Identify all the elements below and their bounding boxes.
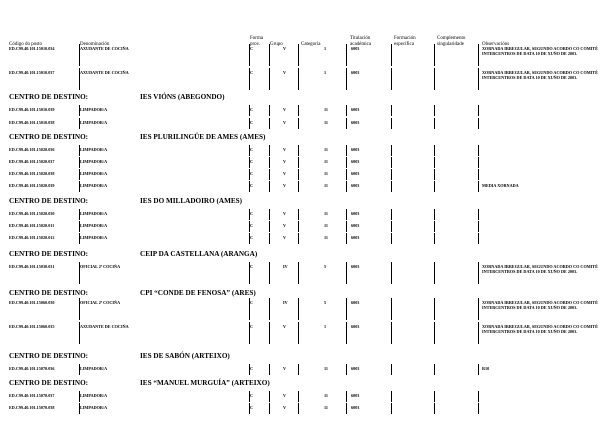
row-code: ED.C99.40.101.15070.038 [9, 405, 55, 410]
column-separator [434, 403, 435, 414]
column-separator [298, 157, 299, 168]
column-separator [478, 169, 479, 180]
column-separator [298, 145, 299, 156]
header-observacions: Observacións [482, 42, 510, 47]
row-categoria: 5 [324, 264, 327, 269]
column-separator [249, 44, 250, 66]
row-forma: C [250, 300, 254, 305]
centro-name: CPI “CONDE DE FENOSA” (ARES) [140, 289, 256, 297]
row-grupo: V [283, 46, 287, 51]
column-separator [391, 209, 392, 220]
column-separator [269, 262, 270, 284]
column-separator [79, 403, 80, 414]
row-grupo: V [283, 159, 287, 164]
row-grupo: V [283, 223, 287, 228]
column-separator [346, 169, 347, 180]
row-grupo: V [283, 211, 287, 216]
row-code: ED.C99.40.101.15020.012 [9, 235, 55, 240]
row-titulacion: 6003 [351, 183, 360, 188]
column-separator [478, 209, 479, 220]
column-separator [478, 403, 479, 414]
row-titulacion: 6003 [351, 46, 360, 51]
centro-name: IES VIÓNS (ABEGONDO) [140, 93, 225, 101]
column-separator [79, 233, 80, 244]
column-separator [391, 391, 392, 402]
row-code: ED.C99.40.101.15020.030 [9, 211, 55, 216]
column-separator [249, 169, 250, 180]
row-forma: C [250, 120, 254, 125]
column-separator [478, 105, 479, 116]
column-separator [269, 68, 270, 90]
column-separator [249, 364, 250, 375]
column-separator [434, 322, 435, 344]
column-separator [79, 68, 80, 90]
row-forma: C [250, 159, 254, 164]
column-separator [298, 298, 299, 320]
column-separator [346, 298, 347, 320]
row-titulacion: 6003 [351, 159, 360, 164]
column-separator [478, 68, 479, 90]
header-grupo: Grupo [270, 42, 283, 47]
row-denominacion: LIMPADOR/A [80, 147, 108, 152]
column-separator [298, 233, 299, 244]
row-code: ED.C99.40.101.15060.035 [9, 324, 55, 329]
column-separator [79, 262, 80, 284]
row-forma: C [250, 223, 254, 228]
column-separator [346, 105, 347, 116]
column-separator [269, 221, 270, 232]
column-separator [298, 403, 299, 414]
column-separator [249, 403, 250, 414]
row-titulacion: 6003 [351, 264, 360, 269]
column-separator [478, 181, 479, 192]
column-separator [391, 118, 392, 129]
row-grupo: V [283, 405, 287, 410]
column-separator [434, 298, 435, 320]
row-observacions: XORNADA IRREGULAR, SEGUNDO ACORDO CO COMITÉ INTERCENTROS DE DATA 10 DE XUÑO DE 2003. [482, 46, 598, 56]
centro-name: IES DO MILLADOIRO (AMES) [140, 197, 243, 205]
row-observacions: MEDIA XORNADA [482, 183, 519, 188]
column-separator [391, 105, 392, 116]
centro-name: IES DE SABÓN (ARTEIXO) [140, 352, 230, 360]
column-separator [298, 322, 299, 344]
row-grupo: V [283, 393, 287, 398]
column-separator [79, 44, 80, 66]
column-separator [79, 209, 80, 220]
column-separator [391, 157, 392, 168]
centro-label: CENTRO DE DESTINO: [9, 93, 89, 101]
column-separator [478, 262, 479, 284]
column-separator [249, 298, 250, 320]
row-denominacion: AXUDANTE DE COCIÑA [80, 46, 129, 51]
row-titulacion: 6003 [351, 120, 360, 125]
row-code: ED.C99.40.101.15070.037 [9, 393, 55, 398]
column-separator [249, 391, 250, 402]
row-categoria: 5 [324, 300, 327, 305]
row-denominacion: LIMPADOR/A [80, 107, 108, 112]
row-code: ED.C99.40.101.15010.038 [9, 120, 55, 125]
row-forma: C [250, 147, 254, 152]
row-denominacion: OFICIAL 2ª COCIÑA [80, 300, 121, 305]
column-separator [269, 209, 270, 220]
row-denominacion: LIMPADOR/A [80, 366, 108, 371]
row-code: ED.C99.40.101.15020.038 [9, 171, 55, 176]
row-observacions: XORNADA IRREGULAR, SEGUNDO ACORDO CO COMITÉ INTERCENTROS DE DATA 10 DE XUÑO DE 2003. [482, 70, 598, 80]
row-code: ED.C99.40.101.15020.036 [9, 147, 55, 152]
row-titulacion: 6003 [351, 393, 360, 398]
row-forma: C [250, 264, 254, 269]
row-denominacion: LIMPADOR/A [80, 183, 108, 188]
row-titulacion: 6003 [351, 211, 360, 216]
column-separator [249, 209, 250, 220]
centro-name: IES “MANUEL MURGUÍA” (ARTEIXO) [140, 379, 270, 387]
row-categoria: 11 [324, 366, 328, 371]
column-separator [391, 145, 392, 156]
centro-label: CENTRO DE DESTINO: [9, 197, 89, 205]
header-complemento: Complemento singularidade [437, 36, 466, 47]
column-separator [298, 68, 299, 90]
column-separator [478, 233, 479, 244]
column-separator [269, 364, 270, 375]
column-separator [391, 403, 392, 414]
column-separator [478, 364, 479, 375]
row-categoria: 1 [324, 70, 327, 75]
column-separator [346, 181, 347, 192]
centro-name: CEIP DA CASTELLANA (ARANGA) [140, 250, 258, 258]
row-grupo: IV [283, 264, 288, 269]
column-separator [249, 181, 250, 192]
header-forma: Forma prov. [250, 36, 264, 47]
row-forma: C [250, 171, 254, 176]
column-separator [79, 169, 80, 180]
column-separator [269, 145, 270, 156]
row-code: ED.C99.40.101.15010.037 [9, 70, 55, 75]
column-separator [478, 391, 479, 402]
column-separator [346, 262, 347, 284]
column-separator [79, 391, 80, 402]
row-titulacion: 6003 [351, 300, 360, 305]
row-grupo: V [283, 120, 287, 125]
row-denominacion: LIMPADOR/A [80, 120, 108, 125]
row-code: ED.C99.40.101.15020.037 [9, 159, 55, 164]
column-separator [298, 364, 299, 375]
column-separator [269, 105, 270, 116]
column-separator [391, 262, 392, 284]
column-separator [79, 105, 80, 116]
column-separator [434, 157, 435, 168]
column-separator [298, 262, 299, 284]
column-separator [434, 44, 435, 66]
column-separator [346, 68, 347, 90]
row-denominacion: LIMPADOR/A [80, 405, 108, 410]
column-separator [249, 105, 250, 116]
column-separator [478, 118, 479, 129]
centro-label: CENTRO DE DESTINO: [9, 289, 89, 297]
row-categoria: 11 [324, 223, 328, 228]
row-categoria: 11 [324, 159, 328, 164]
row-denominacion: OFICIAL 2ª COCIÑA [80, 264, 121, 269]
column-separator [79, 298, 80, 320]
column-separator [346, 44, 347, 66]
column-separator [249, 157, 250, 168]
column-separator [79, 181, 80, 192]
row-grupo: V [283, 324, 287, 329]
row-forma: C [250, 393, 254, 398]
column-separator [346, 233, 347, 244]
column-separator [269, 403, 270, 414]
column-separator [298, 118, 299, 129]
column-separator [249, 221, 250, 232]
column-separator [346, 391, 347, 402]
row-categoria: 1 [324, 324, 327, 329]
row-titulacion: 6003 [351, 223, 360, 228]
row-titulacion: 6003 [351, 107, 360, 112]
centro-label: CENTRO DE DESTINO: [9, 352, 89, 360]
column-separator [391, 322, 392, 344]
row-forma: C [250, 405, 254, 410]
column-separator [434, 169, 435, 180]
column-separator [391, 233, 392, 244]
column-separator [346, 145, 347, 156]
row-grupo: V [283, 235, 287, 240]
column-separator [478, 221, 479, 232]
row-denominacion: LIMPADOR/A [80, 159, 108, 164]
header-formacion: Formación específica [394, 36, 416, 47]
row-categoria: 11 [324, 107, 328, 112]
row-categoria: 11 [324, 171, 328, 176]
column-separator [79, 221, 80, 232]
column-separator [249, 68, 250, 90]
column-separator [249, 322, 250, 344]
column-separator [346, 157, 347, 168]
row-titulacion: 6003 [351, 171, 360, 176]
column-separator [434, 68, 435, 90]
row-observacions: XORNADA IRREGULAR, SEGUNDO ACORDO CO COMITÉ INTERCENTROS DE DATA 10 DE XUÑO DE 2003. [482, 324, 598, 334]
column-separator [79, 157, 80, 168]
row-grupo: V [283, 107, 287, 112]
row-titulacion: 6003 [351, 324, 360, 329]
column-separator [79, 364, 80, 375]
header-categoria: Categoría [301, 42, 321, 47]
row-categoria: 11 [324, 147, 328, 152]
column-separator [434, 364, 435, 375]
column-separator [269, 157, 270, 168]
row-grupo: V [283, 183, 287, 188]
row-observacions: R10 [482, 366, 490, 371]
column-separator [391, 44, 392, 66]
column-separator [79, 322, 80, 344]
column-separator [298, 181, 299, 192]
header-titulacion: Titulación académica [350, 36, 372, 47]
row-grupo: V [283, 171, 287, 176]
row-forma: C [250, 46, 254, 51]
column-separator [269, 298, 270, 320]
column-separator [346, 322, 347, 344]
column-separator [391, 364, 392, 375]
column-separator [478, 322, 479, 344]
row-denominacion: LIMPADOR/A [80, 393, 108, 398]
row-forma: C [250, 235, 254, 240]
row-code: ED.C99.40.101.15030.031 [9, 264, 55, 269]
column-separator [391, 298, 392, 320]
row-forma: C [250, 107, 254, 112]
column-separator [434, 105, 435, 116]
row-observacions: XORNADA IRREGULAR, SEGUNDO ACORDO CO COMITÉ INTERCENTROS DE DATA 10 DE XUÑO DE 2003. [482, 264, 598, 274]
row-categoria: 11 [324, 183, 328, 188]
column-separator [298, 169, 299, 180]
column-separator [269, 118, 270, 129]
column-separator [478, 145, 479, 156]
column-separator [79, 145, 80, 156]
row-forma: C [250, 183, 254, 188]
row-forma: C [250, 324, 254, 329]
centro-label: CENTRO DE DESTINO: [9, 379, 89, 387]
column-separator [434, 221, 435, 232]
column-separator [434, 145, 435, 156]
row-denominacion: AXUDANTE DE COCIÑA [80, 324, 129, 329]
row-code: ED.C99.40.101.15070.036 [9, 366, 55, 371]
column-separator [346, 221, 347, 232]
header-denominacion: Denominación [80, 42, 110, 47]
column-separator [249, 145, 250, 156]
row-observacions: XORNADA IRREGULAR, SEGUNDO ACORDO CO COMITÉ INTERCENTROS DE DATA 10 DE XUÑO DE 2003. [482, 300, 598, 310]
column-separator [391, 169, 392, 180]
row-denominacion: AXUDANTE DE COCIÑA [80, 70, 129, 75]
column-separator [346, 209, 347, 220]
column-separator [269, 233, 270, 244]
row-grupo: IV [283, 300, 288, 305]
centro-name: IES PLURILINGÜE DE AMES (AMES) [140, 133, 266, 141]
column-separator [478, 157, 479, 168]
centro-label: CENTRO DE DESTINO: [9, 250, 89, 258]
column-separator [434, 181, 435, 192]
row-grupo: V [283, 70, 287, 75]
row-denominacion: LIMPADOR/A [80, 211, 108, 216]
column-separator [269, 322, 270, 344]
column-separator [478, 298, 479, 320]
row-titulacion: 6003 [351, 235, 360, 240]
row-categoria: 1 [324, 46, 327, 51]
column-separator [391, 181, 392, 192]
column-separator [391, 68, 392, 90]
row-forma: C [250, 211, 254, 216]
column-separator [298, 209, 299, 220]
column-separator [346, 364, 347, 375]
column-separator [269, 181, 270, 192]
header-codigo: Código do posto [9, 42, 43, 47]
column-separator [391, 221, 392, 232]
column-separator [298, 391, 299, 402]
column-separator [249, 262, 250, 284]
column-separator [434, 209, 435, 220]
column-separator [298, 44, 299, 66]
row-code: ED.C99.40.101.15060.030 [9, 300, 55, 305]
row-denominacion: LIMPADOR/A [80, 171, 108, 176]
column-separator [478, 44, 479, 66]
row-categoria: 11 [324, 120, 328, 125]
row-categoria: 11 [324, 211, 328, 216]
row-code: ED.C99.40.101.15010.039 [9, 107, 55, 112]
column-separator [434, 391, 435, 402]
row-denominacion: LIMPADOR/A [80, 235, 108, 240]
column-separator [269, 391, 270, 402]
row-code: ED.C99.40.101.15020.039 [9, 183, 55, 188]
row-categoria: 11 [324, 405, 328, 410]
column-separator [269, 44, 270, 66]
row-categoria: 11 [324, 235, 328, 240]
column-separator [434, 233, 435, 244]
row-forma: C [250, 70, 254, 75]
row-titulacion: 6003 [351, 147, 360, 152]
column-separator [298, 105, 299, 116]
row-titulacion: 6003 [351, 366, 360, 371]
column-separator [249, 118, 250, 129]
column-separator [269, 169, 270, 180]
column-separator [346, 118, 347, 129]
row-titulacion: 6003 [351, 70, 360, 75]
row-categoria: 11 [324, 393, 328, 398]
row-titulacion: 6003 [351, 405, 360, 410]
column-separator [434, 262, 435, 284]
column-separator [346, 403, 347, 414]
row-code: ED.C99.40.101.15020.011 [9, 223, 55, 228]
column-separator [79, 118, 80, 129]
centro-label: CENTRO DE DESTINO: [9, 133, 89, 141]
column-separator [249, 233, 250, 244]
row-forma: C [250, 366, 254, 371]
column-separator [298, 221, 299, 232]
row-denominacion: LIMPADOR/A [80, 223, 108, 228]
row-grupo: V [283, 147, 287, 152]
column-separator [434, 118, 435, 129]
row-code: ED.C99.40.101.15010.034 [9, 46, 55, 51]
row-grupo: V [283, 366, 287, 371]
